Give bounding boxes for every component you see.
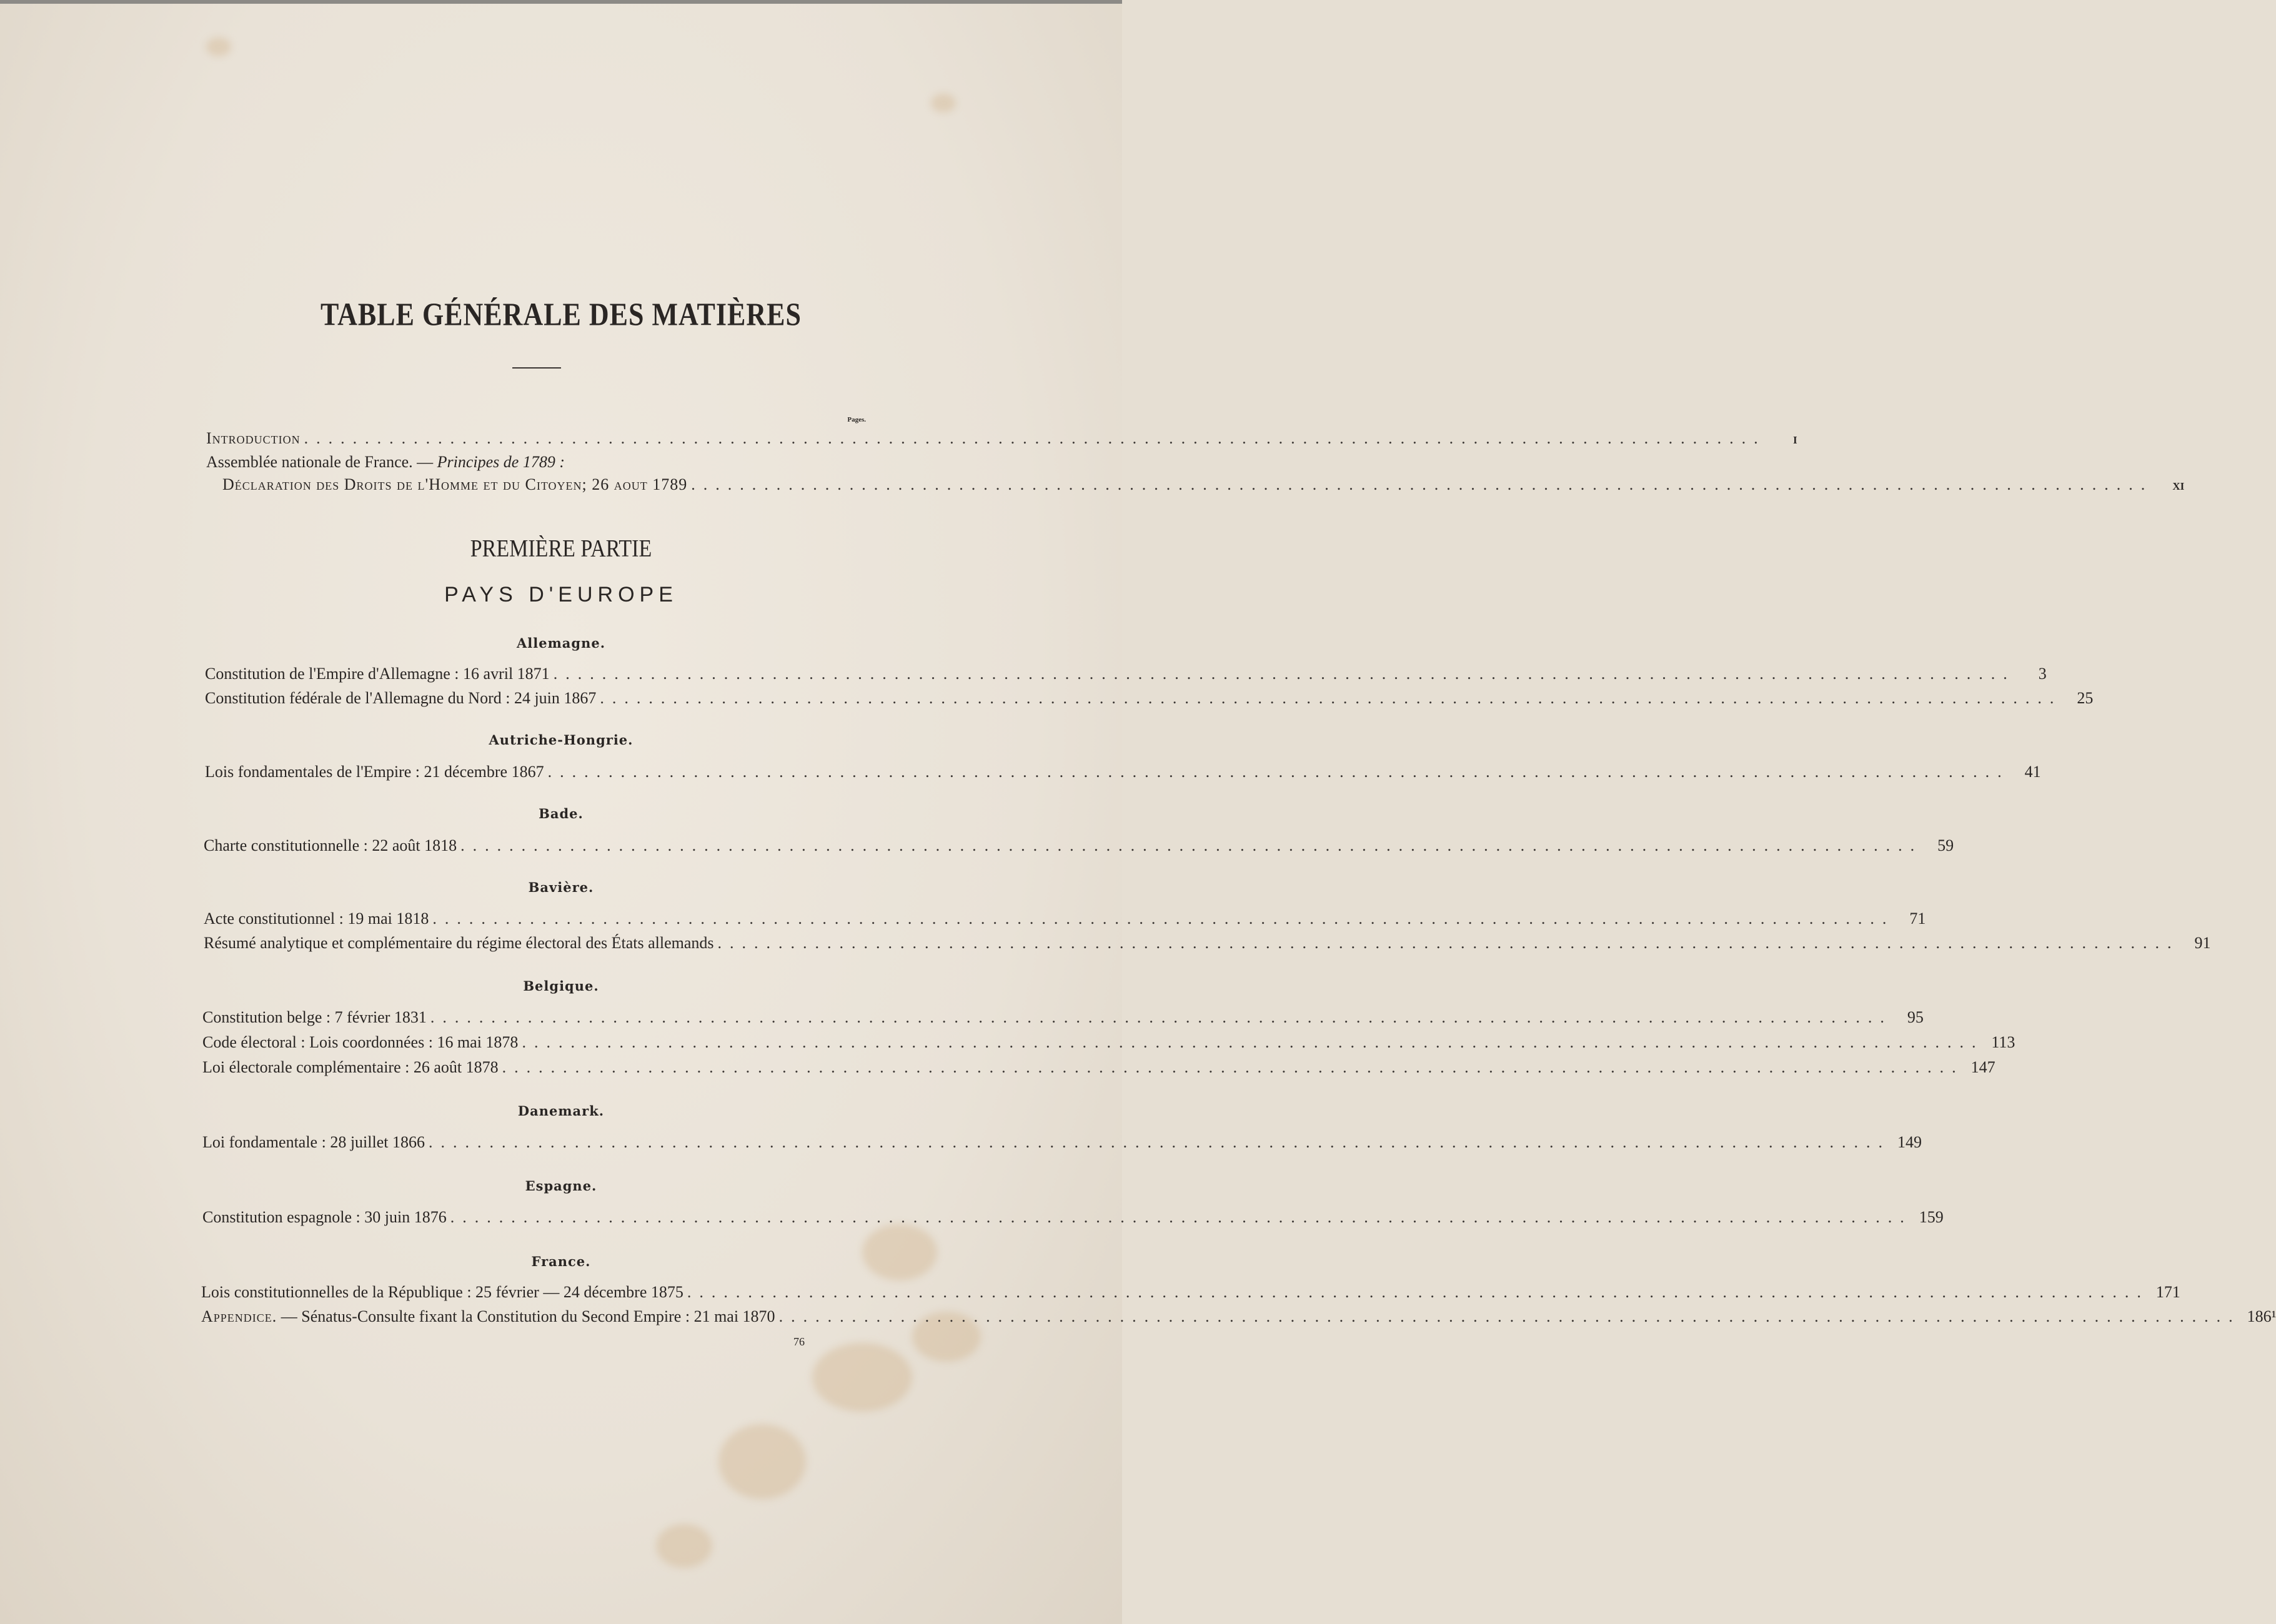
signature-mark: 76 <box>793 1335 805 1348</box>
foxing-stain <box>206 37 231 56</box>
dot-leader: ........................................................................................................................ <box>600 689 2062 707</box>
toc-heading-line <box>206 452 565 472</box>
dot-leader: ........................................................................................................................ <box>428 1133 1891 1151</box>
country-heading: Autriche-Hongrie. <box>489 732 634 748</box>
dot-leader: ........................................................................................................................ <box>547 763 2010 781</box>
toc-entry-text <box>201 1307 775 1327</box>
toc-entry-text: Introduction <box>206 429 301 447</box>
toc-entry <box>205 664 2047 684</box>
dot-leader: ........................................................................................................................ <box>778 1307 2241 1325</box>
toc-entry-page: I <box>1793 434 1797 446</box>
part-subtitle: PAYS D'EUROPE <box>444 583 678 607</box>
dot-leader: ........................................................................................................................ <box>522 1033 1984 1051</box>
country-heading: Bavière. <box>528 879 594 895</box>
appendice-label: Appendice. <box>201 1307 277 1325</box>
foxing-stain <box>812 1343 912 1412</box>
dot-leader: ........................................................................................................................ <box>450 1208 1912 1226</box>
country-heading: Danemark. <box>517 1103 605 1119</box>
toc-entry-page: XI <box>2172 480 2185 492</box>
toc-entry <box>206 428 1797 450</box>
toc-entry <box>201 1282 2180 1302</box>
toc-entry-page: 171 <box>2155 1283 2180 1301</box>
toc-entry-page: 25 <box>2077 689 2094 707</box>
toc-entry-page: 59 <box>1937 836 1954 854</box>
country-heading: Belgique. <box>523 978 599 994</box>
toc-entry-text: Constitution espagnole : 30 juin 1876 <box>202 1208 447 1226</box>
dot-leader: ........................................................................................................................ <box>304 429 1766 447</box>
toc-entry-page: 91 <box>2194 934 2211 952</box>
dot-leader: ........................................................................................................................ <box>502 1058 1964 1076</box>
page-title: TABLE GÉNÉRALE DES MATIÈRES <box>321 296 802 333</box>
country-heading: Espagne. <box>525 1178 597 1194</box>
pages-column-label: Pages. <box>847 416 866 423</box>
toc-entry-text: Constitution de l'Empire d'Allemagne : 16 avril 1871 <box>205 665 550 683</box>
toc-entry <box>204 933 2211 953</box>
dot-leader: ........................................................................................................................ <box>717 934 2180 952</box>
toc-entry-text: Acte constitutionnel : 19 mai 1818 <box>204 909 429 928</box>
title-rule <box>512 367 561 369</box>
toc-entry-page: 149 <box>1897 1133 1922 1151</box>
foxing-stain <box>718 1424 806 1499</box>
appendice-text: — Sénatus-Consulte fixant la Constitution du Second Empire : 21 mai 1870 <box>277 1307 775 1325</box>
toc-entry <box>205 762 2041 782</box>
toc-heading-text: Assemblée nationale de France. — <box>206 453 437 471</box>
toc-entry-text: Lois fondamentales de l'Empire : 21 décembre 1867 <box>205 763 544 781</box>
dot-leader: ........................................................................................................................ <box>460 836 1923 854</box>
part-title: PREMIÈRE PARTIE <box>470 535 652 562</box>
toc-entry-page: 95 <box>1907 1008 1924 1026</box>
toc-entry <box>202 1008 1924 1027</box>
toc-entry <box>202 1057 1995 1077</box>
country-heading: Bade. <box>539 806 584 821</box>
toc-entry <box>202 1132 1922 1152</box>
toc-entry <box>222 475 2185 497</box>
toc-entry-text: Déclaration des Droits de l'Homme et du Citoyen; 26 aout 1789 <box>222 475 688 493</box>
toc-entry-page: 3 <box>2038 665 2047 683</box>
toc-entry <box>202 1032 2015 1052</box>
toc-entry-page: 113 <box>1991 1033 2015 1051</box>
foxing-stain <box>656 1524 712 1568</box>
toc-entry-text: Code électoral : Lois coordonnées : 16 mai 1878 <box>202 1033 519 1051</box>
toc-entry-page: 186¹ <box>2247 1307 2276 1325</box>
toc-entry <box>204 836 1954 856</box>
toc-entry <box>205 688 2094 708</box>
toc-entry <box>201 1307 2276 1327</box>
page-top-edge <box>0 0 1122 4</box>
dot-leader: ........................................................................................................................ <box>687 1283 2149 1301</box>
toc-heading-italic: Principes de 1789 : <box>437 453 565 471</box>
dot-leader: ........................................................................................................................ <box>553 665 2015 683</box>
toc-entry-page: 41 <box>2024 763 2041 781</box>
toc-entry-text: Charte constitutionnelle : 22 août 1818 <box>204 836 457 854</box>
foxing-stain <box>931 94 956 112</box>
toc-entry-text: Résumé analytique et complémentaire du régime électoral des États allemands <box>204 934 714 952</box>
toc-entry-text: Loi électorale complémentaire : 26 août 1878 <box>202 1058 499 1076</box>
country-heading: Allemagne. <box>516 635 606 651</box>
toc-entry-text: Loi fondamentale : 28 juillet 1866 <box>202 1133 425 1151</box>
toc-entry-page: 71 <box>1909 909 1926 928</box>
country-heading: France. <box>531 1254 591 1269</box>
toc-entry-text: Lois constitutionnelles de la République : 25 février — 24 décembre 1875 <box>201 1283 683 1301</box>
dot-leader: ........................................................................................................................ <box>432 909 1895 928</box>
toc-entry-page: 159 <box>1919 1208 1944 1226</box>
toc-entry-page: 147 <box>1970 1058 1995 1076</box>
dot-leader: ........................................................................................................................ <box>691 475 2154 493</box>
toc-entry-text: Constitution belge : 7 février 1831 <box>202 1008 427 1026</box>
toc-entry-text: Constitution fédérale de l'Allemagne du Nord : 24 juin 1867 <box>205 689 597 707</box>
toc-entry <box>202 1207 1944 1227</box>
foxing-stain <box>862 1224 937 1280</box>
dot-leader: ........................................................................................................................ <box>430 1008 1892 1026</box>
toc-entry <box>204 909 1926 929</box>
